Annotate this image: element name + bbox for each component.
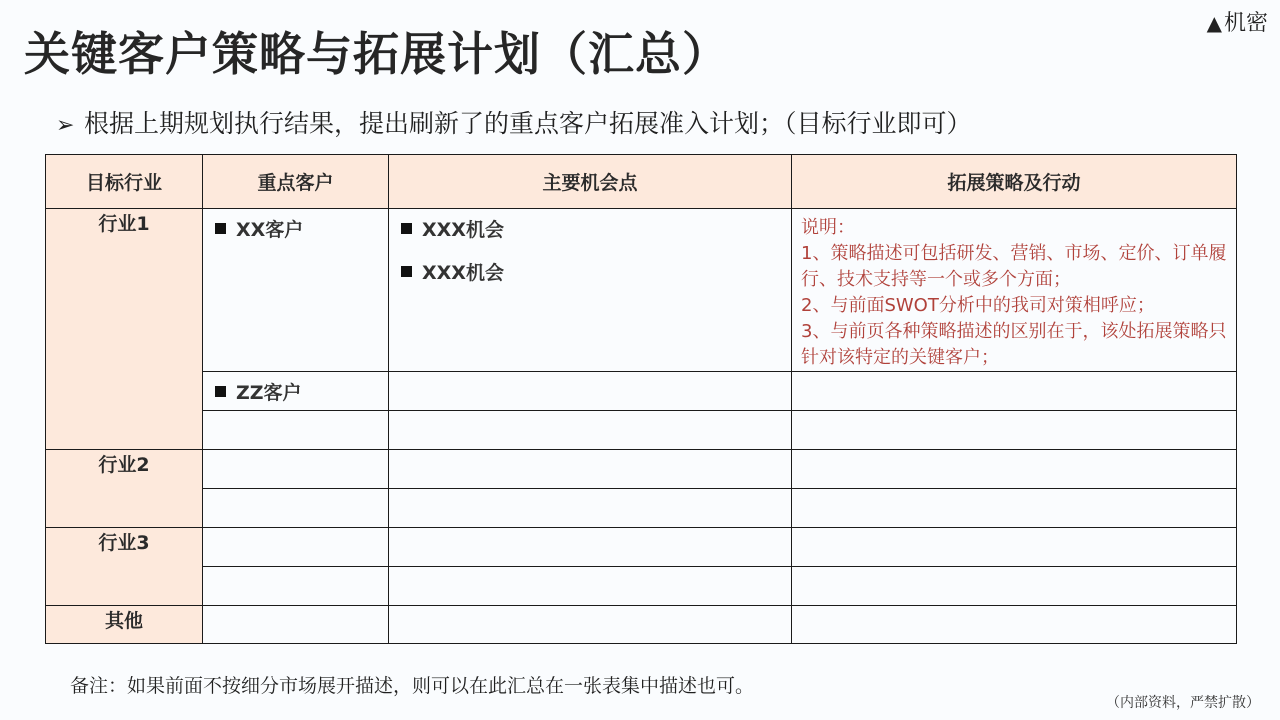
- customer-item: [203, 215, 388, 242]
- opportunity-cell: [389, 606, 792, 644]
- customer-name: ZZ客户: [236, 382, 302, 404]
- strategy-cell: [792, 209, 1237, 372]
- opportunity-text: XXX机会: [422, 219, 504, 241]
- square-bullet-icon: [215, 386, 226, 397]
- table-row: [46, 209, 1237, 372]
- footer-note: 备注：如果前面不按细分市场展开描述，则可以在此汇总在一张表集中描述也可。: [70, 675, 755, 697]
- opportunity-item: [389, 215, 791, 242]
- customer-name: XX客户: [236, 219, 304, 241]
- strategy-cell: [792, 606, 1237, 644]
- opportunity-item: [389, 258, 791, 285]
- table-row: [46, 567, 1237, 606]
- square-bullet-icon: [401, 223, 412, 234]
- industry-1-cell: 行业1: [46, 209, 203, 450]
- triangle-icon: ▲: [1206, 11, 1222, 35]
- opportunity-cell: [389, 489, 792, 528]
- square-bullet-icon: [401, 266, 412, 277]
- note-line: 1、策略描述可包括研发、营销、市场、定价、订单履行、技术支持等一个或多个方面；: [801, 243, 1227, 290]
- industry-other-cell: 其他: [46, 606, 203, 644]
- strategy-cell: [792, 411, 1237, 450]
- arrow-bullet-icon: ➢: [56, 113, 75, 138]
- customer-cell: [203, 567, 389, 606]
- customer-item: [203, 378, 388, 405]
- header-target-industry: 目标行业: [46, 155, 203, 209]
- table-row: [46, 528, 1237, 567]
- note-heading: 说明：: [801, 217, 855, 238]
- page-title: 关键客户策略与拓展计划（汇总）: [24, 27, 729, 81]
- opportunity-cell: [389, 528, 792, 567]
- customer-cell: [203, 606, 389, 644]
- note-line: 2、与前面SWOT分析中的我司对策相呼应；: [801, 295, 1155, 316]
- bullet-point: [56, 104, 972, 140]
- table-row: [46, 489, 1237, 528]
- customer-cell: [203, 528, 389, 567]
- confidential-label: [1207, 6, 1268, 37]
- strategy-cell: [792, 489, 1237, 528]
- opportunity-text: XXX机会: [422, 262, 504, 284]
- header-strategy-actions: 拓展策略及行动: [792, 155, 1237, 209]
- strategy-cell: [792, 567, 1237, 606]
- opportunity-cell: [389, 450, 792, 489]
- internal-use-notice: （内部资料，严禁扩散）: [1106, 695, 1260, 711]
- header-main-opportunities: 主要机会点: [389, 155, 792, 209]
- customer-cell: [203, 411, 389, 450]
- table-row: [46, 372, 1237, 411]
- strategy-cell: [792, 450, 1237, 489]
- table-row: [46, 450, 1237, 489]
- note-line: 3、与前页各种策略描述的区别在于，该处拓展策略只针对该特定的关键客户；: [801, 321, 1227, 368]
- square-bullet-icon: [215, 223, 226, 234]
- opportunity-cell: [389, 372, 792, 411]
- customer-cell: [203, 209, 389, 372]
- customer-cell: [203, 450, 389, 489]
- table-row: [46, 411, 1237, 450]
- industry-2-cell: 行业2: [46, 450, 203, 528]
- opportunity-cell: [389, 411, 792, 450]
- table-header-row: [46, 155, 1237, 209]
- customer-cell: [203, 489, 389, 528]
- opportunity-cell: [389, 567, 792, 606]
- strategy-table: [45, 154, 1237, 644]
- strategy-cell: [792, 372, 1237, 411]
- table-row: [46, 606, 1237, 644]
- strategy-cell: [792, 528, 1237, 567]
- confidential-text: 机密: [1223, 11, 1268, 36]
- industry-3-cell: 行业3: [46, 528, 203, 606]
- customer-cell: [203, 372, 389, 411]
- opportunity-cell: [389, 209, 792, 372]
- bullet-text: 根据上期规划执行结果，提出刷新了的重点客户拓展准入计划；（目标行业即可）: [84, 109, 972, 138]
- header-key-customer: 重点客户: [203, 155, 389, 209]
- strategy-notes: [792, 209, 1236, 371]
